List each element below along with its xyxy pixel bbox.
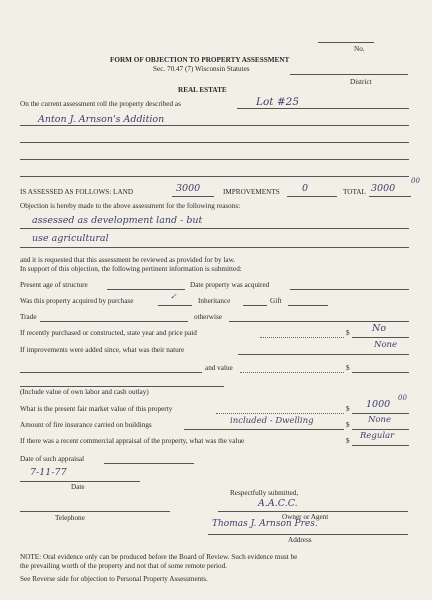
purchase-line xyxy=(158,305,192,306)
land-line xyxy=(172,196,214,197)
recent-purchase-dollar: $ xyxy=(346,329,350,337)
total-label: TOTAL xyxy=(343,188,366,196)
improvements-nature-value: None xyxy=(374,340,398,350)
recent-purchase-line xyxy=(352,337,409,338)
telephone-caption: Telephone xyxy=(55,514,85,522)
telephone-line xyxy=(20,511,170,512)
property-line-2 xyxy=(20,125,409,126)
appraisal-line xyxy=(352,445,409,446)
total-value: 3000 xyxy=(371,183,396,194)
fire-insurance-description: included - Dwelling xyxy=(230,416,314,426)
form-title: FORM OF OBJECTION TO PROPERTY ASSESSMENT xyxy=(110,56,290,64)
and-value-leader xyxy=(240,372,344,373)
note-line-2: the prevailing worth of the property and not that of some remote period. xyxy=(20,562,227,570)
structure-age-label: Present age of structure xyxy=(20,281,88,289)
purchase-check-mark: ✓ xyxy=(170,292,177,301)
fire-insurance-dollar: $ xyxy=(346,421,350,429)
note-line-1: NOTE: Oral evidence only can be produced before the Board of Review. Such evidence must be xyxy=(20,553,298,561)
fair-market-dollar: $ xyxy=(346,405,350,413)
total-line xyxy=(369,196,411,197)
reason-line-1 xyxy=(20,228,409,229)
fire-insurance-leader xyxy=(184,429,344,430)
inheritance-line xyxy=(243,305,267,306)
structure-age-line xyxy=(107,289,185,290)
fair-market-leader xyxy=(216,413,344,414)
fair-market-line xyxy=(352,413,409,414)
fire-insurance-line xyxy=(352,429,409,430)
otherwise-label: otherwise xyxy=(194,313,222,321)
reason-line-2 xyxy=(20,247,409,248)
property-line-3 xyxy=(20,142,409,143)
form-number-line xyxy=(318,42,374,43)
recent-purchase-label: If recently purchased or constructed, state year and price paid xyxy=(20,329,197,337)
improvements-value: 0 xyxy=(302,183,309,194)
gift-label: Gift xyxy=(270,297,282,305)
and-value-line xyxy=(352,372,409,373)
appraisal-dollar: $ xyxy=(346,437,350,445)
and-value-dollar: $ xyxy=(346,364,350,372)
date-acquired-line xyxy=(290,289,409,290)
respectfully-submitted: Respectfully submitted, xyxy=(230,489,299,497)
date-caption: Date xyxy=(71,483,85,491)
improvements-nature-label: If improvements were added since, what was their nature xyxy=(20,346,185,354)
fire-insurance-value: None xyxy=(368,415,392,425)
and-value-label: and value xyxy=(205,364,233,372)
request-line-2: In support of this objection, the following pertinent information is submitted: xyxy=(20,265,242,273)
appraisal-label: If there was a recent commercial appraisal of the property, what was the value xyxy=(20,437,245,445)
inheritance-label: Inheritance xyxy=(198,297,231,305)
objection-label: Objection is hereby made to the above assessment for the following reasons: xyxy=(20,202,241,210)
improvements-line xyxy=(287,196,337,197)
land-value: 3000 xyxy=(176,183,201,194)
otherwise-line xyxy=(229,321,409,322)
total-cents: 00 xyxy=(411,177,420,185)
trade-line xyxy=(40,321,188,322)
property-handwriting-1: Lot #25 xyxy=(256,96,300,108)
gift-line xyxy=(288,305,328,306)
fair-market-cents: 00 xyxy=(398,394,407,402)
reverse-side-note: See Reverse side for objection to Personal Property Assessments. xyxy=(20,575,208,583)
signature-handwriting: Thomas J. Arnson Pres. xyxy=(212,519,318,529)
property-line-4 xyxy=(20,159,409,160)
trade-label: Trade xyxy=(20,313,37,321)
section-heading: REAL ESTATE xyxy=(178,86,227,94)
property-handwriting-2: Anton J. Arnson's Addition xyxy=(38,114,165,125)
owner-handwriting: A.A.C.C. xyxy=(258,498,298,509)
district-line xyxy=(290,74,408,75)
improvements-label: IMPROVEMENTS xyxy=(223,188,280,196)
property-description-label: On the current assessment roll the property described as xyxy=(20,100,181,108)
property-line-1 xyxy=(237,108,409,109)
improvements-nature-line xyxy=(238,354,409,355)
appraisal-date-label: Date of such appraisal xyxy=(20,455,85,463)
assessed-label: IS ASSESSED AS FOLLOWS: LAND xyxy=(20,188,134,196)
owner-caption: Owner or Agent xyxy=(282,513,329,521)
form-number-label: No. xyxy=(354,45,365,53)
address-caption: Address xyxy=(288,536,312,544)
appraisal-date-line xyxy=(104,463,194,464)
date-line xyxy=(20,481,140,482)
date-acquired-label: Date property was acquired xyxy=(190,281,270,289)
date-value: 7-11-77 xyxy=(30,467,67,478)
fair-market-value: 1000 xyxy=(366,399,391,410)
property-line-5 xyxy=(20,176,409,177)
reason-handwriting-2: use agricultural xyxy=(32,233,109,244)
own-labor-note: (Include value of own labor and cash outlay) xyxy=(20,388,149,396)
acquired-by-label: Was this property acquired by purchase xyxy=(20,297,134,305)
owner-line xyxy=(218,511,408,512)
own-labor-line xyxy=(20,386,224,387)
recent-purchase-value: No xyxy=(372,323,387,334)
fire-insurance-label: Amount of fire insurance carried on buildings xyxy=(20,421,152,429)
reason-handwriting-1: assessed as development land - but xyxy=(32,215,203,226)
recent-purchase-leader xyxy=(260,337,344,338)
fair-market-label: What is the present fair market value of this property xyxy=(20,405,173,413)
request-line-1: and it is requested that this assessment be reviewed as provided for by law. xyxy=(20,256,236,264)
district-label: District xyxy=(350,78,372,86)
statute-reference: Sec. 70.47 (7) Wisconsin Statutes xyxy=(153,65,250,73)
appraisal-value: Regular xyxy=(360,431,395,441)
address-line xyxy=(208,534,408,535)
improvements-value-line-left xyxy=(20,372,202,373)
